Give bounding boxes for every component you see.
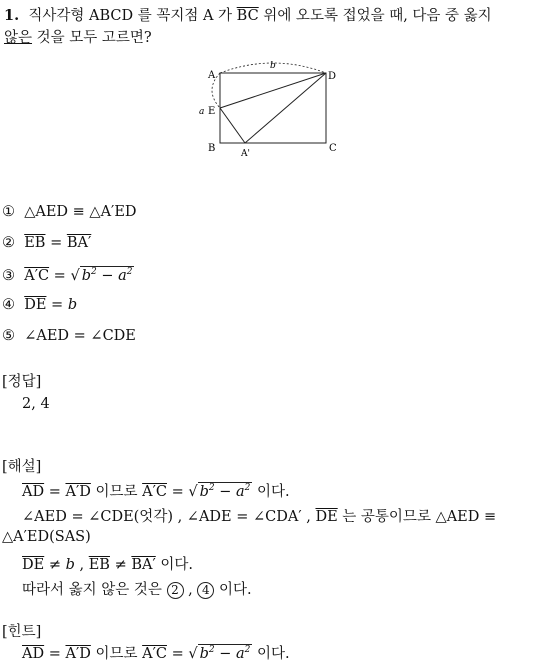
choice-4-text: $\overline{DE} = b$ xyxy=(24,297,78,313)
hint-segment-AD: $\overline{AD}$ xyxy=(22,646,45,662)
choice-1-number: ① xyxy=(2,204,15,220)
segment-A-prime-D: A′D xyxy=(65,484,91,500)
explanation-line-3: △A′ED(SAS) xyxy=(2,529,91,545)
choice-3 xyxy=(2,266,134,284)
radicand: $b^2 - a^2$ xyxy=(199,483,251,500)
label-B: B xyxy=(208,143,216,154)
problem-line-1 xyxy=(4,4,492,25)
word-ida: 이다. xyxy=(256,484,290,500)
label-A-prime: A' xyxy=(241,149,250,158)
word-imeuro: 이므로 xyxy=(95,484,138,500)
label-A: A xyxy=(208,70,216,81)
choice-1 xyxy=(2,204,137,220)
label-b: b xyxy=(270,61,276,71)
problem-text: 직사각형 ABCD 를 꼭지점 A 가 $\overline{BC}$ 위에 오도록 접었을 때, 다음 중 옳지 xyxy=(23,8,492,24)
choice-4-number: ④ xyxy=(2,297,15,313)
explanation-heading: [해설] xyxy=(2,459,42,475)
hint-segment-A-prime-D: A′D xyxy=(65,646,91,662)
explanation-line-2: ∠AED = ∠CDE(엇각) , ∠ADE = ∠CDA′ , $\overline{DE}$ 는 공통이므로 △AED ≡ xyxy=(22,509,497,525)
choice-2-number: ② xyxy=(2,235,15,251)
choice-5-text: ∠AED = ∠CDE xyxy=(24,328,136,344)
word-ida-2: 이다. xyxy=(160,557,193,573)
hint-segment-A-prime-C: A′C xyxy=(142,646,167,662)
circled-4: 4 xyxy=(197,582,214,599)
hint-radicand: $b^2 - a^2$ xyxy=(199,645,251,662)
segment-A-prime-C: A′C xyxy=(142,484,167,500)
label-E: E xyxy=(208,106,216,117)
choice-2-text: $\overline{EB} = BA'$ xyxy=(24,235,92,251)
explanation-line-1: $\overline{AD} = A'D$ 이므로 A′C = √ $b^2 - a^2$ 이다. xyxy=(22,483,290,500)
problem-text-rest: 것을 모두 고르면? xyxy=(36,30,152,46)
choice-4 xyxy=(2,297,77,313)
hint-word-ida: 이다. xyxy=(256,646,290,662)
answer-heading: [정답] xyxy=(2,374,42,390)
segment-AD: $\overline{AD}$ xyxy=(22,484,45,500)
rectangle-fold-diagram xyxy=(190,58,350,158)
word-ida-3: 이다. xyxy=(218,582,252,598)
choice-3-number: ③ xyxy=(2,267,15,284)
hint-line-1: $\overline{AD} = A'D$ 이므로 A′C = √ $b^2 - a^2$ 이다. xyxy=(22,645,290,662)
choice-5-number: ⑤ xyxy=(2,328,15,344)
comma: , xyxy=(188,582,193,598)
choice-1-text: △AED ≡ △A′ED xyxy=(24,204,137,220)
explanation-line-5 xyxy=(22,578,252,599)
choice-5 xyxy=(2,328,136,344)
label-D: D xyxy=(328,71,337,82)
hint-heading: [힌트] xyxy=(2,624,42,640)
answer-value: 2, 4 xyxy=(22,396,50,412)
problem-line-2 xyxy=(4,26,152,47)
conclusion-text: 따라서 옳지 않은 것은 xyxy=(22,582,162,598)
hint-word-imeuro: 이므로 xyxy=(95,646,138,662)
explanation-line-4: $\overline{DE} \ne b$ , $\overline{EB} \ne BA'$ 이다. xyxy=(22,557,193,573)
circled-2: 2 xyxy=(167,582,184,599)
problem-number: 1. xyxy=(4,7,20,24)
choice-3-text: A′C = √ $b^2 - a^2$ xyxy=(24,267,133,284)
label-C: C xyxy=(329,143,337,154)
choice-2 xyxy=(2,235,91,251)
underlined-word: 않은 xyxy=(4,30,33,46)
label-a: a xyxy=(199,107,205,117)
